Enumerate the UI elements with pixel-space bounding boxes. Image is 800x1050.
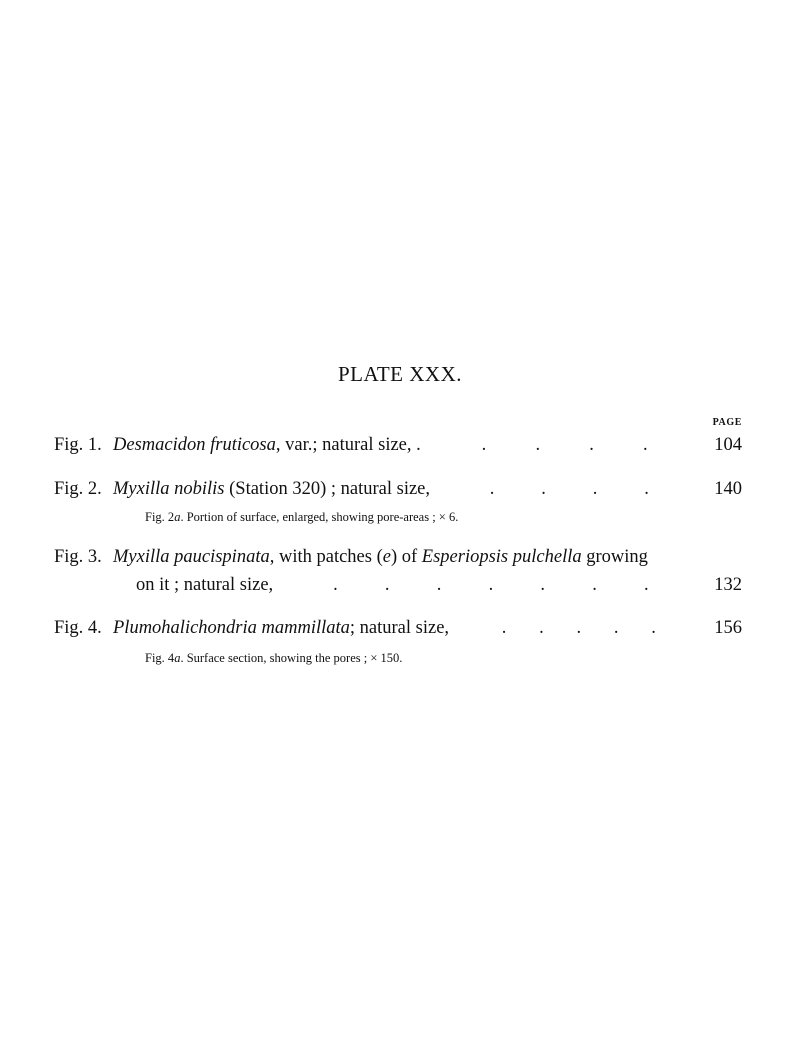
species-name: Plumohalichondria mammillata xyxy=(113,618,350,638)
figure-entry-4 xyxy=(54,617,742,639)
figure-label: Fig. 3. xyxy=(54,547,102,567)
subfigure-text: . Surface section, showing the pores ; × 150. xyxy=(180,651,403,665)
subfigure-label: Fig. 2 xyxy=(145,510,175,524)
leader-dots: . . . . . xyxy=(501,618,656,638)
caption-rest: ; natural size, xyxy=(349,618,450,638)
caption-continuation: on it ; natural size, xyxy=(136,575,274,595)
species-name: Myxilla paucispinata xyxy=(113,547,270,567)
figure-subcaption-2a xyxy=(145,510,458,525)
figure-entry-2 xyxy=(54,478,742,500)
page-number: 140 xyxy=(714,479,742,499)
leader-dots: . . . . . . . xyxy=(333,575,649,595)
figure-caption xyxy=(113,617,449,639)
subfigure-letter: a xyxy=(174,651,181,665)
subfigure-label: Fig. 4 xyxy=(145,651,175,665)
figure-caption xyxy=(113,546,648,568)
species-name-2: Esperiopsis pulchella xyxy=(421,547,582,567)
caption-text: ) of xyxy=(390,547,422,567)
figure-label: Fig. 1. xyxy=(54,435,102,455)
patch-letter: e xyxy=(382,547,391,567)
caption-rest: (Station 320) ; natural size, xyxy=(224,479,431,499)
figure-label: Fig. 2. xyxy=(54,479,102,499)
subfigure-text: . Portion of surface, enlarged, showing pore-areas ; × 6. xyxy=(180,510,459,524)
species-name: Desmacidon fruticosa xyxy=(113,435,276,455)
page-number: 104 xyxy=(714,435,742,455)
leader-dots: . . . . xyxy=(481,435,648,455)
leader-dots: . . . . xyxy=(489,479,649,499)
plate-title: PLATE XXX. xyxy=(338,362,462,386)
caption-rest: , var.; natural size, . xyxy=(275,435,421,455)
figure-subcaption-4a xyxy=(145,651,402,666)
subfigure-letter: a xyxy=(174,510,181,524)
figure-entry-1 xyxy=(54,434,742,456)
figure-caption xyxy=(113,478,430,500)
page-column-header: PAGE xyxy=(712,417,742,428)
caption-text: growing xyxy=(581,547,648,567)
figure-label: Fig. 4. xyxy=(54,618,102,638)
figure-caption xyxy=(113,434,421,456)
caption-text: , with patches ( xyxy=(269,547,383,567)
species-name: Myxilla nobilis xyxy=(113,479,225,499)
page-number: 156 xyxy=(714,618,742,638)
page-number: 132 xyxy=(714,575,742,595)
figure-entry-3 xyxy=(54,546,742,596)
